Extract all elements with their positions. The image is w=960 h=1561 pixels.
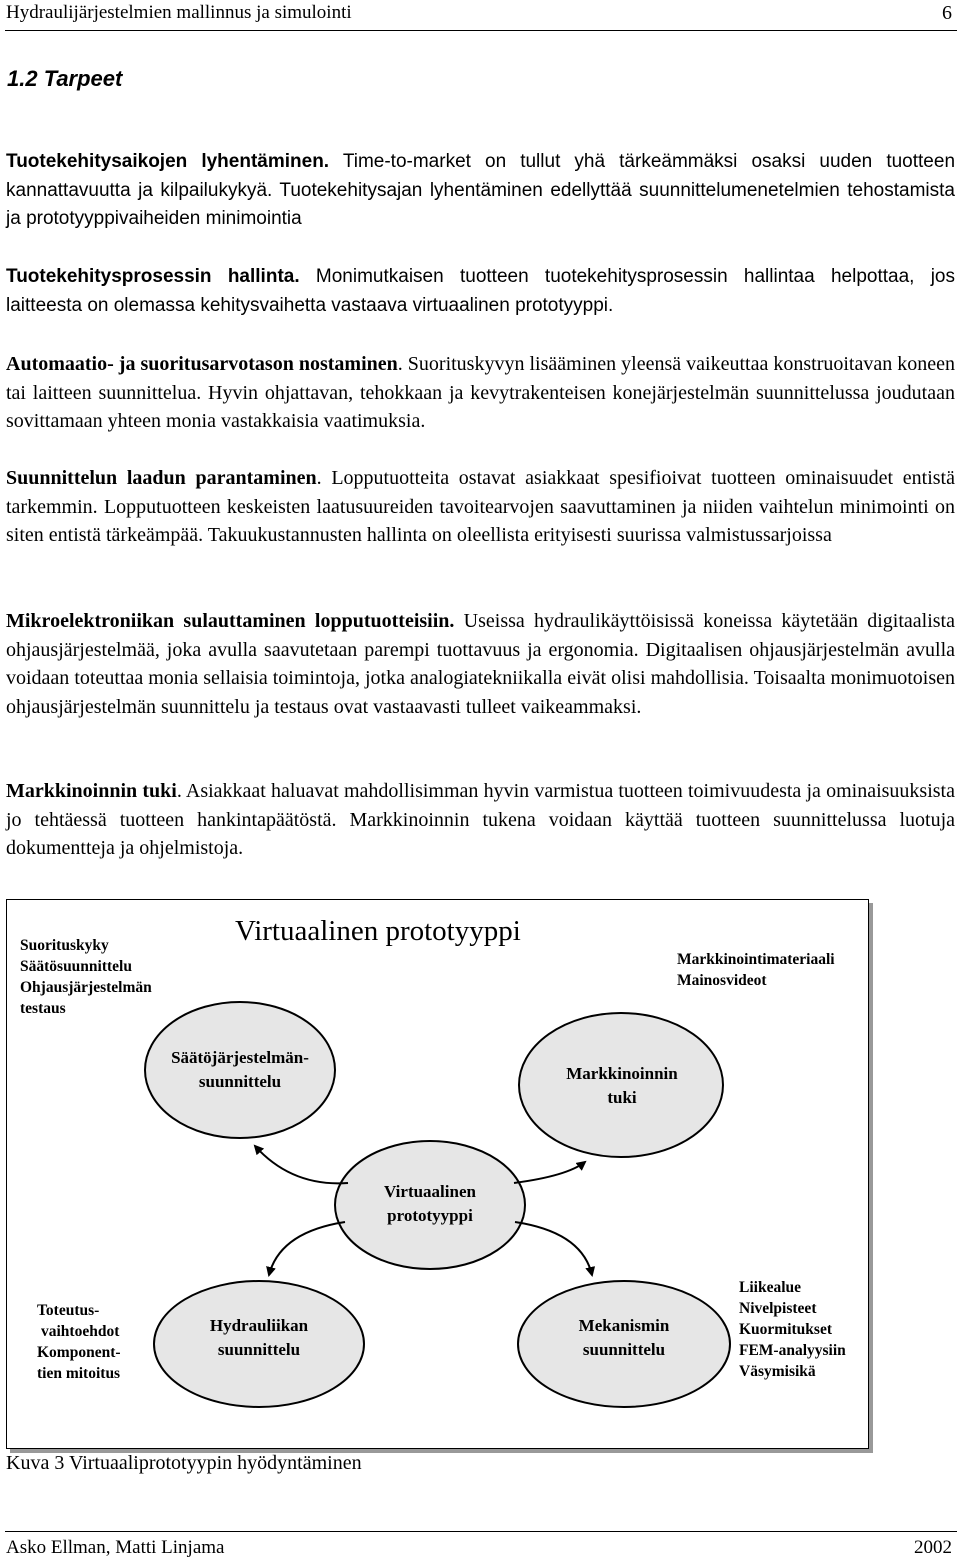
- bubble-control-text: [145, 1046, 335, 1094]
- paragraph-automation: [6, 350, 955, 436]
- paragraph-process-management: [6, 263, 955, 320]
- label-line: vaihtoehdot: [41, 1323, 120, 1340]
- arrow-to-marketing: [514, 1162, 585, 1183]
- bubble-line: Hydrauliikan: [209, 1316, 309, 1335]
- paragraph-marketing-support: [6, 777, 955, 863]
- paragraph-lead: Mikroelektroniikan sulauttaminen lopputuotteisiin.: [6, 610, 455, 632]
- bubble-line: suunnittelu: [582, 1340, 666, 1359]
- arrow-to-control: [255, 1146, 348, 1183]
- paragraph-lead: Markkinoinnin tuki: [6, 780, 177, 802]
- bubble-line: prototyyppi: [387, 1206, 473, 1225]
- paragraph-design-quality: [6, 464, 955, 550]
- running-header-title: Hydraulijärjestelmien mallinnus ja simulointi: [6, 2, 352, 23]
- paragraph-lead: Tuotekehitysaikojen lyhentäminen.: [6, 151, 330, 172]
- paragraph-time-to-market: [6, 148, 955, 234]
- label-bottom-left: [37, 1300, 121, 1384]
- label-top-left: [20, 935, 152, 1019]
- label-line: testaus: [20, 1000, 66, 1017]
- bubble-center-text: [340, 1180, 520, 1228]
- label-line: tien mitoitus: [37, 1365, 121, 1382]
- bubble-line: Markkinoinnin: [566, 1064, 678, 1083]
- page-number: 6: [942, 2, 952, 24]
- label-line: Ohjausjärjestelmän: [20, 979, 152, 996]
- bubble-line: Mekanismin: [578, 1316, 670, 1335]
- label-line: Säätösuunnittelu: [20, 958, 132, 975]
- header-rule: [5, 30, 957, 31]
- label-bottom-right: [739, 1277, 846, 1382]
- footer-year: 2002: [914, 1537, 952, 1558]
- paragraph-text: Useissa hydraulikäyttöisissä koneissa käytetään digitaalista ohjausjärjestelmää, joka avulla saavutetaan parempi tuottavuus ja ergonomia. Digitaalisen ohjausjärjestelmän avulla voidaan toteuttaa monia sellaisia toimintoja, jotka analogiatekniikalla eivät olisi mahdollisia. Toisaalta monimuotoisen ohjausjärjestelmän suunnittelu ja testaus ovat vastaavasti tulleet vaikeammaksi.: [6, 610, 955, 718]
- label-top-right: [677, 949, 835, 991]
- bubble-line: Virtuaalinen: [384, 1182, 476, 1201]
- bubble-line: suunnittelu: [198, 1072, 282, 1091]
- bubble-line: Säätöjärjestelmän-: [171, 1048, 309, 1067]
- bubble-line: suunnittelu: [217, 1340, 301, 1359]
- label-line: Komponent-: [37, 1344, 121, 1361]
- figure-title: Virtuaalinen prototyyppi: [235, 915, 521, 947]
- section-title: 1.2 Tarpeet: [7, 66, 123, 91]
- paragraph-microelectronics: [6, 607, 955, 721]
- label-line: Kuormitukset: [739, 1321, 832, 1338]
- label-line: Suorituskyky: [20, 937, 109, 954]
- bubble-mechanism-text: [524, 1314, 724, 1362]
- arrow-to-hydraulics: [269, 1222, 345, 1275]
- paragraph-lead: Suunnittelun laadun parantaminen: [6, 467, 317, 489]
- footer-authors: Asko Ellman, Matti Linjama: [6, 1537, 225, 1558]
- label-line: Väsymisikä: [739, 1363, 816, 1380]
- paragraph-lead: Automaatio- ja suoritusarvotason nostaminen: [6, 353, 398, 375]
- paragraph-text: . Lopputuotteita ostavat asiakkaat spesifioivat tuotteen ominaisuudet entistä tarkemmin. Lopputuotteen keskeisten laatusuureiden tavoitearvojen saavuttaminen ja niiden vaihtelun minimointi on siten entistä tärkeämpää. Takuukustannusten hallinta on oleellista erityisesti suurissa valmistussarjoissa: [6, 467, 955, 547]
- bubble-line: tuki: [607, 1088, 637, 1107]
- label-line: Toteutus-: [37, 1302, 100, 1319]
- bubble-marketing-text: [522, 1062, 722, 1110]
- paragraph-text: Monimutkaisen tuotteen tuotekehitysprosessin hallintaa helpottaa, jos laitteesta on olemassa kehitysvaihetta vastaava virtuaalinen prototyyppi.: [6, 266, 956, 316]
- paragraph-text: Time-to-market on tullut yhä tärkeämmäksi osaksi uuden tuotteen kannattavuutta ja kilpailukykyä. Tuotekehitysajan lyhentäminen edellyttää suunnittelumenetelmien tehostamista ja prototyyppivaiheiden minimointia: [6, 151, 956, 230]
- paragraph-lead: Tuotekehitysprosessin hallinta.: [6, 266, 300, 287]
- label-line: Markkinointimateriaali: [677, 951, 835, 968]
- paragraph-text: . Asiakkaat haluavat mahdollisimman hyvin varmistua tuotteen toimivuudesta ja ominaisuuksista jo tehtäessä tuotteen hankintapäätöstä. Markkinoinnin tukena voidaan käyttää tuotteen suunnittelussa luotuja dokumentteja ja ohjelmistoja.: [6, 780, 955, 860]
- footer-rule: [5, 1531, 957, 1532]
- label-line: Liikealue: [739, 1279, 802, 1296]
- arrow-to-mechanism: [515, 1222, 592, 1275]
- label-line: Nivelpisteet: [739, 1300, 817, 1317]
- virtual-prototype-figure: [6, 899, 869, 1449]
- label-line: Mainosvideot: [677, 972, 767, 989]
- figure-caption: Kuva 3 Virtuaaliprototyypin hyödyntäminen: [6, 1452, 362, 1474]
- bubble-hydraulics-text: [159, 1314, 359, 1362]
- paragraph-text: . Suorituskyvyn lisääminen yleensä vaikeuttaa konstruoitavan koneen tai laitteen suunnittelua. Hyvin ohjattavan, tehokkaan ja kevytrakenteisen konejärjestelmän suunnittelussa joudutaan sovittamaan yhteen monia vastakkaisia vaatimuksia.: [6, 353, 956, 433]
- label-line: FEM-analyysiin: [739, 1342, 846, 1359]
